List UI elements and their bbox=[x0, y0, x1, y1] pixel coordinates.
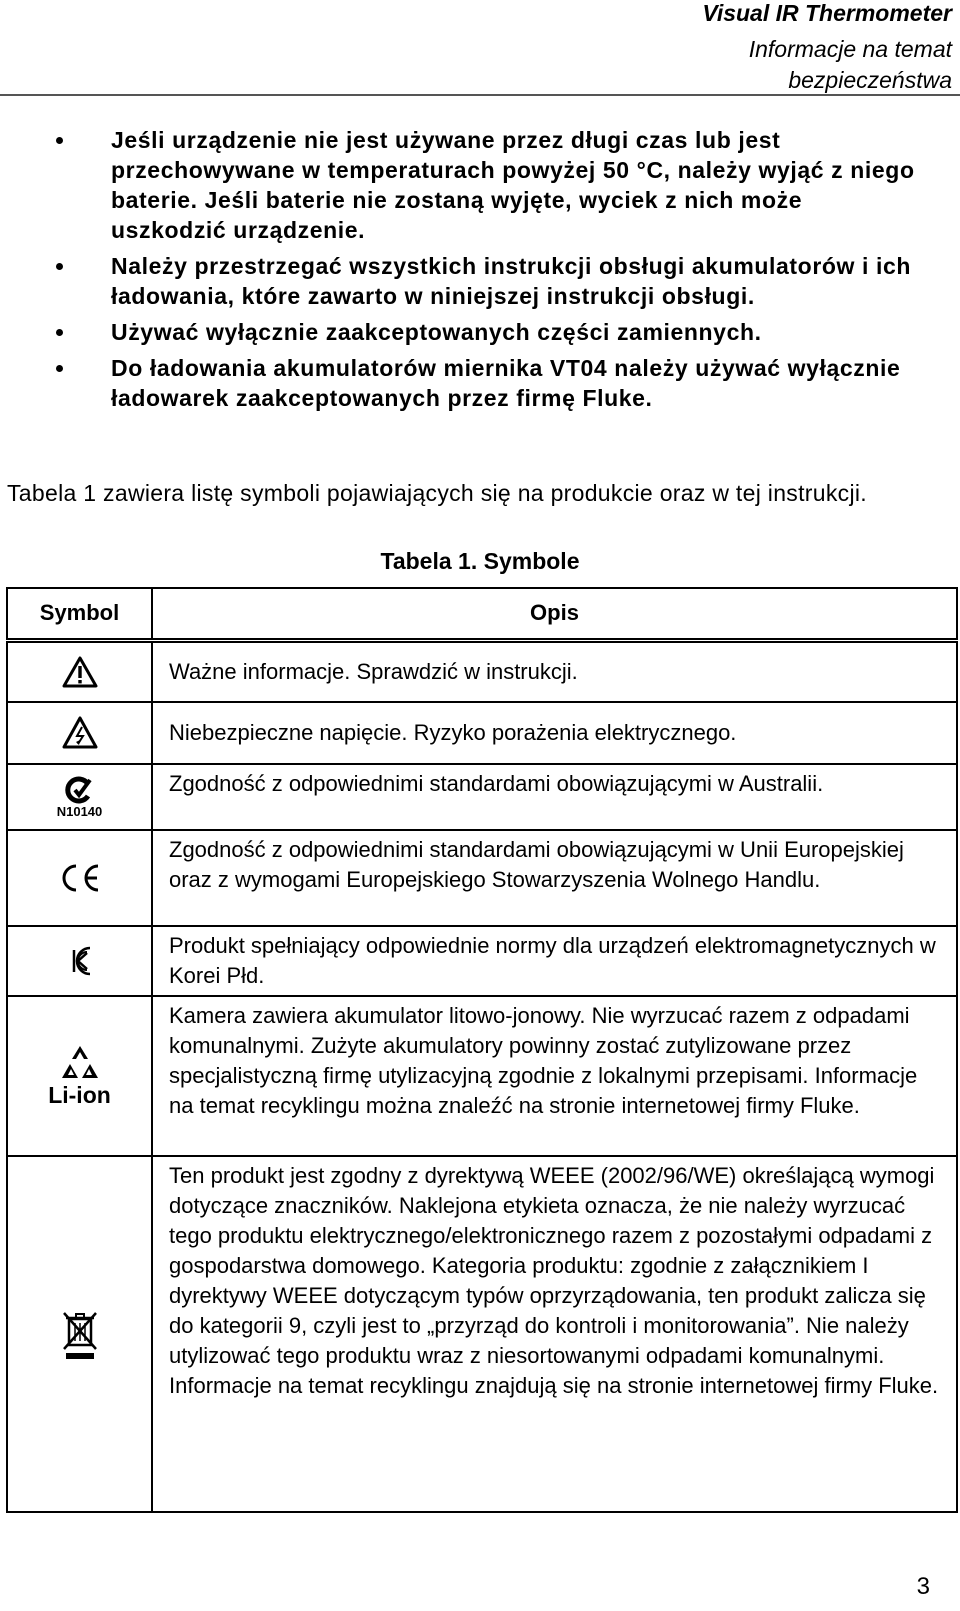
symbol-cell bbox=[7, 764, 152, 830]
bullet-item bbox=[56, 353, 920, 413]
c-tick-icon bbox=[65, 775, 95, 805]
symbol-cell bbox=[7, 1156, 152, 1512]
table-header-row bbox=[7, 588, 957, 640]
bullet-text: Należy przestrzegać wszystkich instrukcji obsługi akumulatorów i ich ładowania, które zawarto w niniejszej instrukcji obsługi. bbox=[111, 253, 912, 309]
high-voltage-triangle-icon bbox=[62, 716, 98, 750]
bullet-icon bbox=[56, 263, 63, 270]
bullet-text: Jeśli urządzenie nie jest używane przez długi czas lub jest przechowywane w temperaturach powyżej 50 °C, należy wyjąć z niego baterie. Jeśli baterie nie zostaną wyjęte, wyciek z nich może uszkodzić urządzenie. bbox=[111, 127, 915, 243]
bullet-text: Do ładowania akumulatorów miernika VT04 należy używać wyłącznie ładowarek zaakceptowanych przez firmę Fluke. bbox=[111, 355, 901, 411]
table-row bbox=[7, 996, 957, 1156]
recycle-icon bbox=[60, 1044, 100, 1082]
page-header bbox=[0, 0, 952, 96]
weee-crossed-bin-icon bbox=[60, 1309, 100, 1359]
description-cell: Ważne informacje. Sprawdzić w instrukcji. bbox=[152, 640, 957, 702]
section-title-line2: bezpieczeństwa bbox=[788, 67, 952, 93]
bullet-icon bbox=[56, 329, 63, 336]
table-row bbox=[7, 640, 957, 702]
description-cell: Kamera zawiera akumulator litowo-jonowy. Nie wyrzucać razem z odpadami komunalnymi. Zużyte akumulatory powinny zostać zutylizowane przez specjalistyczną firmę utylizacyjną zgodnie z lokalnymi przepisami. Informacje na temat recyklingu można znaleźć na stronie internetowej firmy Fluke. bbox=[152, 996, 957, 1156]
bullet-item bbox=[56, 317, 920, 347]
table-row bbox=[7, 926, 957, 996]
symbol-cell bbox=[7, 926, 152, 996]
table-row bbox=[7, 702, 957, 764]
column-header-symbol: Symbol bbox=[7, 588, 152, 640]
symbol-cell bbox=[7, 702, 152, 764]
description-cell: Produkt spełniający odpowiednie normy dla urządzeń elektromagnetycznych w Korei Płd. bbox=[152, 926, 957, 996]
symbol-cell bbox=[7, 640, 152, 702]
description-cell: Niebezpieczne napięcie. Ryzyko porażenia elektrycznego. bbox=[152, 702, 957, 764]
table-row bbox=[7, 830, 957, 926]
bullet-text: Używać wyłącznie zaakceptowanych części zamiennych. bbox=[111, 319, 762, 345]
table-row bbox=[7, 1156, 957, 1512]
bullet-item bbox=[56, 251, 920, 311]
safety-bullet-list bbox=[56, 125, 920, 419]
bullet-item bbox=[56, 125, 920, 245]
symbol-cell bbox=[7, 996, 152, 1156]
table-caption: Tabela 1. Symbole bbox=[380, 548, 580, 574]
document-title: Visual IR Thermometer bbox=[702, 0, 952, 26]
table-row bbox=[7, 764, 957, 830]
description-cell: Zgodność z odpowiednimi standardami obowiązującymi w Australii. bbox=[152, 764, 957, 830]
header-divider bbox=[0, 94, 960, 96]
bullet-icon bbox=[56, 137, 63, 144]
symbol-cell bbox=[7, 830, 152, 926]
bullet-icon bbox=[56, 365, 63, 372]
column-header-description: Opis bbox=[152, 588, 957, 640]
section-title-line1: Informacje na temat bbox=[748, 36, 952, 62]
description-cell: Zgodność z odpowiednimi standardami obowiązującymi w Unii Europejskiej oraz z wymogami Europejskiego Stowarzyszenia Wolnego Handlu. bbox=[152, 830, 957, 926]
symbols-table bbox=[6, 587, 958, 1513]
table-intro-paragraph: Tabela 1 zawiera listę symboli pojawiających się na produkcie oraz w tej instrukcji. bbox=[7, 480, 867, 506]
battery-type-label: Li-ion bbox=[48, 1082, 111, 1108]
kc-mark-icon bbox=[65, 944, 95, 978]
section-title bbox=[0, 34, 952, 96]
warning-triangle-icon bbox=[62, 656, 98, 688]
description-cell: Ten produkt jest zgodny z dyrektywą WEEE (2002/96/WE) określającą wymogi dotyczące znaczników. Naklejona etykieta oznacza, że nie należy wyrzucać tego produktu elektrycznego/elektronicznego razem z pozostałymi odpadami z gospodarstwa domowego. Kategoria produktu: zgodnie z załącznikiem I dyrektywy WEEE dotyczącym typów oprzyrządowania, ten produkt zalicza się do kategorii 9, czyli jest to „przyrząd do kontroli i monitorowania”. Nie należy utylizować tego produktu wraz z niesortowanymi odpadami komunalnymi. Informacje na temat recyklingu znajdują się na stronie internetowej firmy Fluke. bbox=[152, 1156, 957, 1512]
c-tick-code: N10140 bbox=[56, 804, 103, 819]
ce-mark-icon bbox=[58, 863, 102, 893]
page-number: 3 bbox=[916, 1573, 930, 1600]
